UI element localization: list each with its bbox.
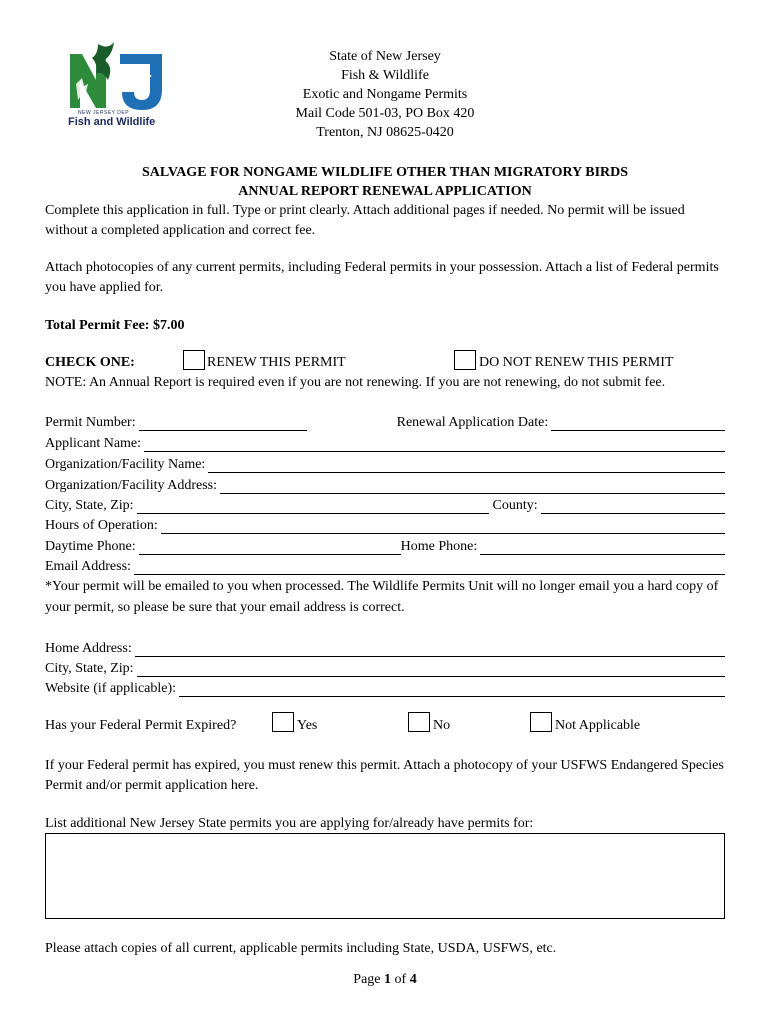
federal-yes-label: Yes: [297, 718, 318, 733]
page-word: Page: [353, 972, 381, 987]
home-address-row: [45, 637, 725, 657]
form-title: [0, 163, 770, 201]
email-row: [45, 555, 725, 575]
instructions-paragraph: Complete this application in full. Type or print clearly. Attach additional pages if needed. No permit will be issued without a completed application and correct fee.: [45, 203, 685, 238]
org-address-field[interactable]: [220, 479, 725, 494]
renew-permit-label: RENEW THIS PERMIT: [207, 355, 346, 370]
hours-label: Hours of Operation:: [45, 518, 158, 533]
agency-address: [0, 47, 770, 142]
website-label: Website (if applicable):: [45, 681, 177, 696]
home-phone-label: Home Phone:: [400, 539, 478, 554]
county-field[interactable]: [541, 499, 725, 514]
city-state-zip-field[interactable]: [137, 499, 489, 514]
do-not-renew-label: DO NOT RENEW THIS PERMIT: [479, 355, 674, 370]
page-total: 4: [409, 972, 417, 987]
phone-row: [45, 535, 725, 555]
permit-number-field[interactable]: [139, 416, 307, 431]
federal-na-checkbox[interactable]: [530, 712, 552, 732]
hours-row: [45, 514, 725, 534]
federal-no-checkbox[interactable]: [408, 712, 430, 732]
home-address-field[interactable]: [135, 642, 725, 657]
daytime-phone-label: Daytime Phone:: [45, 539, 136, 554]
page-number: 1: [384, 972, 392, 987]
email-field[interactable]: [134, 560, 725, 575]
federal-expired-note: If your Federal permit has expired, you must renew this permit. Attach a photocopy of your USFWS Endangered Species Permit and/or permit application here.: [45, 758, 724, 793]
logo-caption-small: NEW JERSEY DEP: [78, 110, 130, 116]
email-label: Email Address:: [45, 559, 131, 574]
agency-line: Trenton, NJ 08625-0420: [316, 125, 454, 140]
renewal-date-field[interactable]: [551, 416, 725, 431]
do-not-renew-checkbox[interactable]: [454, 350, 476, 370]
org-name-row: [45, 453, 725, 473]
attach-copies-note: Please attach copies of all current, applicable permits including State, USDA, USFWS, etc.: [45, 941, 557, 956]
agency-line: State of New Jersey: [329, 49, 441, 64]
hours-field[interactable]: [161, 519, 725, 534]
total-permit-fee: Total Permit Fee: $7.00: [45, 318, 185, 333]
home-address-label: Home Address:: [45, 641, 132, 656]
org-address-label: Organization/Facility Address:: [45, 478, 217, 493]
permit-number-row: [45, 411, 725, 431]
annual-report-note: NOTE: An Annual Report is required even if you are not renewing. If you are not renewing, do not submit fee.: [45, 375, 666, 390]
page-footer: [0, 972, 770, 988]
permit-number-label: Permit Number:: [45, 415, 136, 430]
agency-line: Mail Code 501-03, PO Box 420: [295, 106, 475, 121]
title-line-1: SALVAGE FOR NONGAME WILDLIFE OTHER THAN MIGRATORY BIRDS: [141, 165, 629, 180]
home-city-state-zip-field[interactable]: [137, 662, 725, 677]
logo-caption: Fish and Wildlife: [68, 116, 156, 128]
email-note: *Your permit will be emailed to you when processed. The Wildlife Permits Unit will no longer email you a hard copy of your permit, so please be sure that your email address is correct.: [45, 579, 719, 615]
renewal-date-label: Renewal Application Date:: [396, 415, 549, 430]
home-phone-field[interactable]: [480, 540, 725, 555]
title-line-2: ANNUAL REPORT RENEWAL APPLICATION: [238, 184, 532, 199]
home-city-state-zip-label: City, State, Zip:: [45, 661, 134, 676]
website-field[interactable]: [179, 682, 725, 697]
check-one-label: CHECK ONE:: [45, 355, 135, 370]
additional-permits-label: List additional New Jersey State permits you are applying for/already have permits for:: [45, 816, 534, 831]
federal-na-label: Not Applicable: [555, 718, 641, 733]
org-address-row: [45, 474, 725, 494]
attachments-paragraph: Attach photocopies of any current permits, including Federal permits in your possession. Attach a list of Federal permits you have applied for.: [45, 260, 719, 295]
of-word: of: [394, 972, 407, 987]
renew-permit-checkbox[interactable]: [183, 350, 205, 370]
federal-no-label: No: [433, 718, 451, 733]
applicant-name-field[interactable]: [144, 437, 725, 452]
org-name-label: Organization/Facility Name:: [45, 457, 206, 472]
org-name-field[interactable]: [208, 458, 725, 473]
federal-yes-checkbox[interactable]: [272, 712, 294, 732]
applicant-name-row: [45, 432, 725, 452]
county-label: County:: [492, 498, 538, 513]
federal-expired-question: Has your Federal Permit Expired?: [45, 718, 237, 733]
additional-permits-textbox[interactable]: [45, 833, 725, 919]
agency-line: Exotic and Nongame Permits: [302, 87, 468, 102]
website-row: [45, 677, 725, 697]
home-city-state-zip-row: [45, 657, 725, 677]
agency-line: Fish & Wildlife: [341, 68, 429, 83]
applicant-name-label: Applicant Name:: [45, 436, 142, 451]
city-state-zip-row: [45, 494, 725, 514]
daytime-phone-field[interactable]: [139, 540, 401, 555]
city-state-zip-label: City, State, Zip:: [45, 498, 134, 513]
